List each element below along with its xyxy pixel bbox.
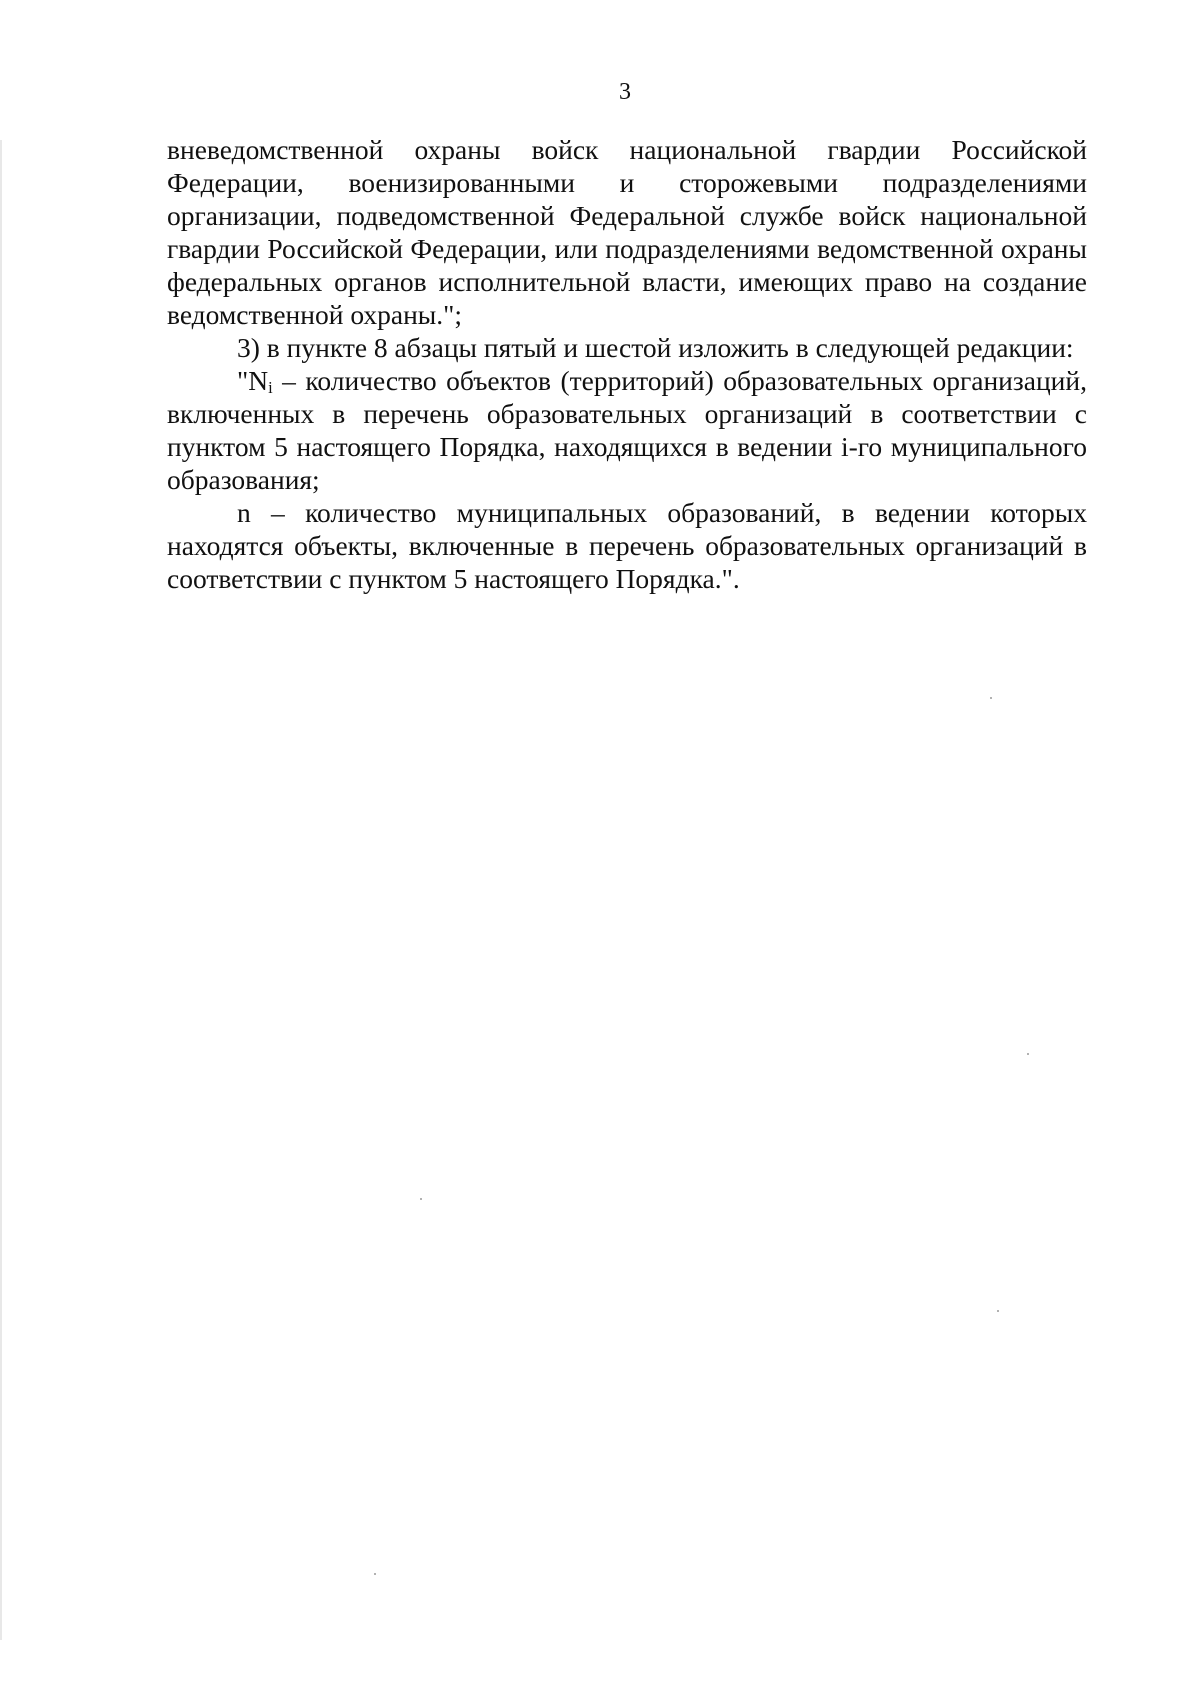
ni-definition-text: – количество объектов (территорий) образовательных организаций, включенных в перечень образовательных организаций в соответствии с пунктом 5 настоящего Порядка, находящихся в ведении i-го муниципального образования; — [167, 365, 1087, 495]
scan-left-edge — [0, 140, 2, 1640]
paragraph-amendment-3: 3) в пункте 8 абзацы пятый и шестой изложить в следующей редакции: — [237, 332, 1074, 363]
scan-speck — [374, 1573, 376, 1575]
scan-speck — [990, 697, 992, 699]
ni-symbol: "$N_i$ — [237, 365, 273, 397]
document-body — [167, 133, 1087, 595]
scan-speck — [997, 1310, 999, 1312]
paragraph-continuation: вневедомственной охраны войск национальной гвардии Российской Федерации, военизированными и сторожевыми подразделениями организации, подведомственной Федеральной службе войск национальной гвардии Российской Федерации, или подразделениями ведомственной охраны федеральных органов исполнительной власти, имеющих право на создание ведомственной охраны."; — [167, 134, 1087, 330]
scan-speck — [1027, 1053, 1029, 1055]
paragraph-n-definition: n – количество муниципальных образований, в ведении которых находятся объекты, включенные в перечень образовательных организаций в соответствии с пунктом 5 настоящего Порядка.". — [167, 497, 1087, 594]
scan-speck — [420, 1198, 422, 1200]
page-number: 3 — [619, 79, 631, 105]
paragraph-ni-definition — [167, 364, 1087, 496]
